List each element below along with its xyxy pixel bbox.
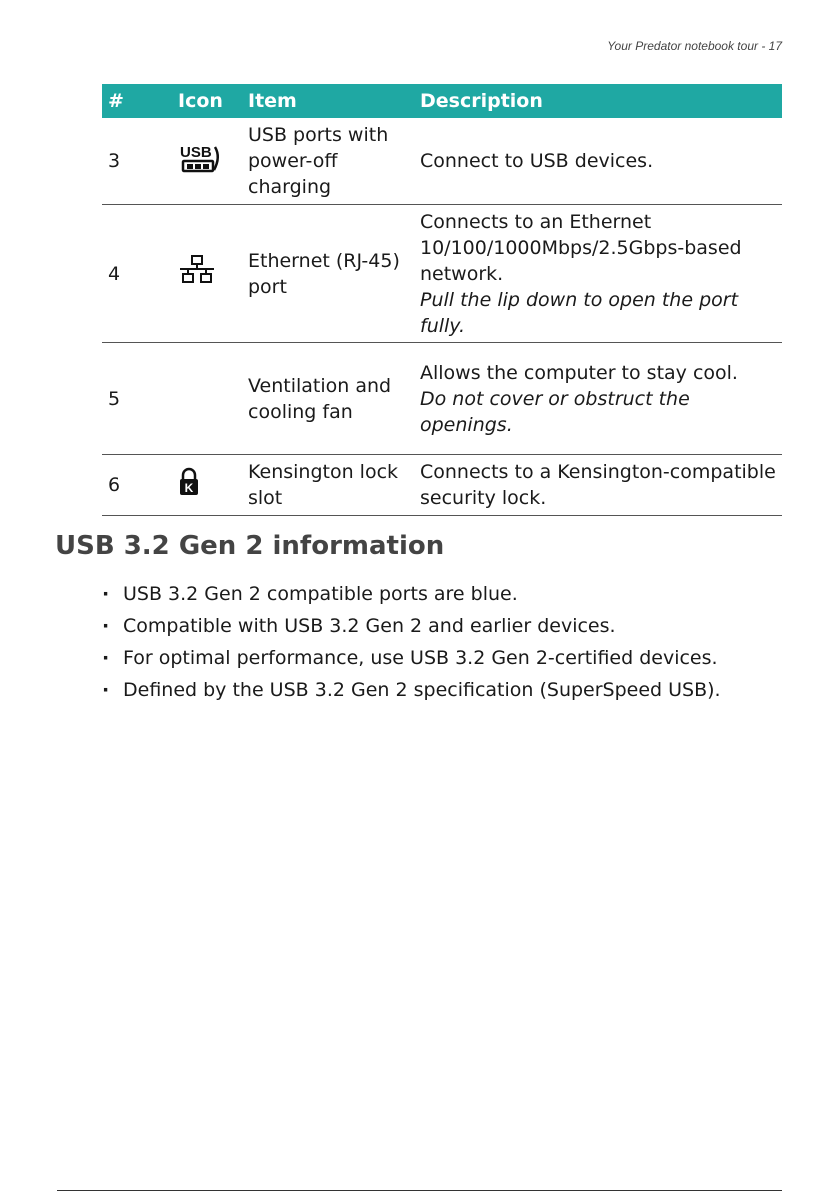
list-item: · Defined by the USB 3.2 Gen 2 specification (SuperSpeed USB). — [100, 677, 782, 703]
list-item: · Compatible with USB 3.2 Gen 2 and earlier devices. — [100, 613, 782, 639]
description-text: Connects to a Kensington-compatible security lock. — [420, 461, 776, 509]
column-header-description: Description — [414, 84, 782, 118]
row-number: 4 — [102, 205, 172, 343]
description-text: Allows the computer to stay cool. — [420, 361, 738, 384]
row-item: USB ports with power-off charging — [242, 118, 414, 205]
row-icon — [172, 118, 242, 205]
list-item: · USB 3.2 Gen 2 compatible ports are blue. — [100, 581, 782, 607]
description-text: Connects to an Ethernet 10/100/1000Mbps/2.5Gbps-based network. — [420, 210, 742, 285]
row-icon — [172, 343, 242, 455]
row-description — [414, 455, 782, 516]
row-item: Ethernet (RJ-45) port — [242, 205, 414, 343]
ethernet-network-icon — [178, 254, 218, 286]
section-title: USB 3.2 Gen 2 information — [55, 531, 445, 561]
lock-icon-label: K — [184, 480, 194, 495]
table-row — [102, 118, 782, 205]
table-row — [102, 205, 782, 343]
column-header-item: Item — [242, 84, 414, 118]
row-icon — [172, 205, 242, 343]
description-note: Pull the lip down to open the port fully. — [420, 288, 739, 337]
table-row — [102, 455, 782, 516]
row-number: 5 — [102, 343, 172, 455]
description-note: Do not cover or obstruct the openings. — [420, 387, 690, 436]
list-item: · For optimal performance, use USB 3.2 Gen 2-certified devices. — [100, 645, 782, 671]
column-header-icon: Icon — [172, 84, 242, 118]
usb-icon-label: USB — [180, 143, 212, 161]
running-header: Your Predator notebook tour - 17 — [607, 39, 782, 53]
column-header-number: # — [102, 84, 172, 118]
row-item: Kensington lock slot — [242, 455, 414, 516]
usb-power-off-charging-icon — [178, 143, 224, 173]
usb-info-list — [100, 581, 782, 709]
row-item: Ventilation and cooling fan — [242, 343, 414, 455]
kensington-lock-icon — [178, 467, 200, 497]
row-icon — [172, 455, 242, 516]
description-text: Connect to USB devices. — [420, 150, 654, 172]
table-row — [102, 343, 782, 455]
row-description — [414, 205, 782, 343]
ports-table — [102, 84, 782, 516]
row-number: 3 — [102, 118, 172, 205]
row-number: 6 — [102, 455, 172, 516]
row-description — [414, 343, 782, 455]
table-header-row — [102, 84, 782, 118]
row-description — [414, 118, 782, 205]
